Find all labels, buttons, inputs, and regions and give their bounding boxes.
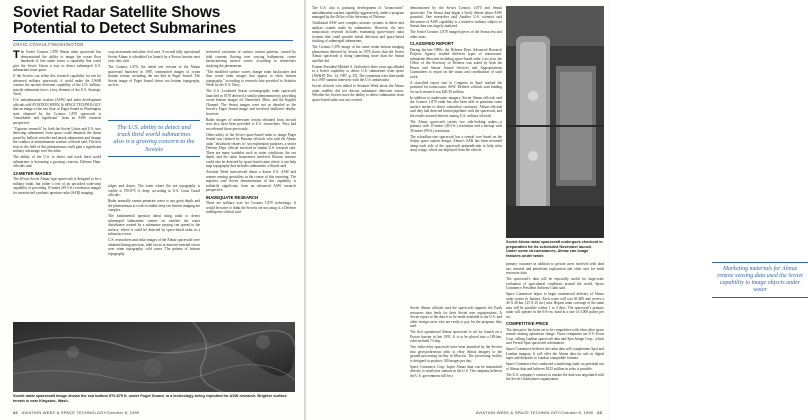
paragraph: The Almaz spacecraft carries two side-looking radars—a primary with 15-meter (49.5-ft.) resolution and a backup with 30-meter (99-ft.) resolution. — [410, 119, 502, 133]
paragraph: "The modified surface waves change radar backscatter and thus create radar images that appear to show bottom topography," according to research data provided to Aviation Week by the U.S. Navy. — [206, 69, 296, 87]
paragraph: The U.S. company's contract to market the data was negotiated with the Soviet Glavkosmos organization. — [506, 372, 604, 381]
paragraph: Radar normally cannot penetrate water to any great depth, and the phenomenon at work to enable deep sea bottom imaging are complex. — [108, 199, 200, 212]
paragraph: "Vigorous research" by both the Soviet Union and U.S. into detecting submarines from space could diminish the threat posed by ballistic missiles and attack submarines and change the conduct of antisubmarine warfare, officials said. The first tests in the field of this phenomenon could gain a significant military advantage over the other. — [13, 126, 101, 153]
paragraph: crop assessment and other civil uses. A second fully operational Soviet Almaz is scheduled for launch by a Proton booster next year, they said. — [108, 50, 200, 63]
paragraph: U.S. researchers and radar images of the Almaz spacecraft were obtained during previous, tidal forces or massive internal waves over some topography, cold water. The pattern of bottom topography. — [108, 238, 200, 256]
paragraph: In addition to underwater imagery, Soviet Almaz officials said the Cosmos 1,870 radar has also been able to penetrate some surface terrain to detect subsurface structures. Almaz officials said they had detected buried pipelines with the spacecraft, and the results aroused interest among U.S. military officials. — [410, 95, 502, 118]
article-headline: Soviet Radar Satellite Shows Potential to Detect Submarines — [13, 4, 237, 37]
paragraph: The Cosmos 1,870, the initial test version of the Almaz spacecraft launched in 1987, transmitted images of ocean bottom terrain, including the sea bed in Puget Sound. The Soviet image of Puget Sound shows sea bottom topography, such as — [108, 65, 200, 87]
publication-name: AVIATION WEEK & SPACE TECHNOLOGY/October 8, 1990 — [475, 410, 594, 415]
paragraph: Soviet Almaz officials said the spacecraft supports the Earth resources data feeds for their Soviet user organizations. A Soviet report of the data is to be made available to the U.S. and other foreign users who are ready to pay for the program, they said. — [410, 306, 502, 328]
page-footer-left — [13, 410, 139, 415]
paragraph: The fundamental question about using radar to detect submerged submarines centers on whether the water disturbance created by a submarine passing can spread to the surface, where it could be detected by space-based radar as a subsurface trace. — [108, 214, 200, 236]
paragraph: Space Commerce has conducted a marketing study on potential use of Almaz data and believes $125 million in sales is possible. — [506, 362, 604, 371]
paragraph: A classified report sent to Congress in April tracked the potential for nonacoustic ASW. Defense officials said funding for such research was $20-30 million. — [410, 80, 502, 94]
paragraph: The first operational Almaz spacecraft is set for launch on a Proton booster in late 1991. It is to be placed into a 185-km. orbit inclined 73 deg. — [410, 330, 502, 343]
paragraph: Two radio-relay spacecraft have been launched by the Soviets into geosynchronous orbit to relay Almaz imagery to the ground processing facility in Moscow. The processing facility is designed to produce 100 images per day. — [410, 345, 502, 363]
paragraph: Traditional ASW uses complex acoustic systems to detect and analyze sounds made by submarines. However, the new nonacoustic research includes examining space-based radar systems that could provide initial detection and space-based tracking of submerged submarines. — [312, 21, 404, 43]
text-column-4 — [312, 6, 404, 398]
paragraph: primary customer in addition to private users involved with land use, mineral and petroleum exploration and other uses for earth resources data. — [506, 262, 604, 275]
paragraph: demonstrated by the Soviet Cosmos 1,870 and Seasat spacecraft. The Seasat data began a lively debate about ASW potential. One researcher said Another U.S. scientist said discussion of ASW capability is a sensitive military subject so Seasat data was largely analyzed. — [410, 6, 502, 28]
paragraph: The 20-ton Soviet Almaz type spacecraft is designed to be a military radar, but rather a test of an uncooled wide-strip capability of providing 15-meter (49.5-ft.) resolution images for unrestricted synthetic aperture radar (SAR) imaging. — [13, 177, 101, 195]
intro-paragraph: The Soviet Cosmos 1,870 Almaz radar spacecraft has demonstrated the ability to image the ocean floor hundreds of feet under water, a capability that could give the Soviet Union a way to detect submerged U.S. submarines from space. — [13, 49, 101, 72]
paragraph: Other utility of the Soviet space-based radar to image Puget Sound was claimed by Russian officials who said the Almaz radar "absolutely relates to" sea exploration purposes, a senior Defense Dept. official involved in similar U.S. research said. There are many variables such as water conditions, the sea depth, and the radar frequencies involved. Bottom features could also be detected by space-based radar where it can help map topography that includes submarines, officials said. — [206, 132, 296, 168]
subheading: CLASSIFIED REPORT — [410, 41, 454, 46]
page-footer-right — [476, 410, 602, 415]
paragraph: Space Commerce believes the radar data will complement Spot and Landsat imagery. It will offer the Almaz data for sale in digital tapes and diskettes or Landsat compatible formats. — [506, 347, 604, 360]
dropcap: T — [13, 49, 20, 61]
almaz-spacecraft-photo — [506, 6, 604, 238]
paragraph: There are military uses for Cosmos 1,870 technology. It would be naive to think the Soviets are not using it, a Defense intelligence official said. — [206, 201, 296, 214]
text-column-2-top — [108, 50, 200, 118]
article-byline: CRAIG COVAULT/WASHINGTON — [13, 42, 84, 47]
text-column-3 — [206, 50, 296, 318]
paragraph: Former President Mikhail S. Gorbachev three years ago alluded to a Soviet capability to detect U.S. submarines from space (AW&ST Dec. 14, 1987, p. 35). The comments were then made in a 1987 summit interview with the U.S. ambassador. — [312, 64, 404, 82]
paragraph: ridges and slopes. The water where the sea topography is visible is 570-875 ft. deep, according to U.S. Coast Guard officials. — [108, 184, 200, 197]
paragraph: The schoolbus-size spacecraft has a central core based on the Salyut space station design. Almaz's SAR has been mounted along each side of the spacecraft perpendicular to help solar array wings, which are deployed from the vehicle. — [410, 134, 502, 152]
paragraph: During the late 1980s, the Defense Dept. Advanced Research Projects Agency studied different types of nonacoustic submarine detection including space-based radar. Last year, the Office of the Secretary of Defense was asked by both the House and Senate Armed Services and Appropriations Committees to report on the status and coordination of such work. — [410, 47, 502, 79]
paragraph: The ability of the U.S. to detect and track third world submarines is becoming a growing concern, Defense Dept. officials said. — [13, 155, 101, 168]
paragraph: Space Commerce hopes to begin commercial delivery of Almaz radar scenes in January. Each scene will cost $1,600 and covers a 40 X 40 km. (25 X 25 mi.) area. Repeat radar coverage of the same area will be possible within 1 to 3 days. The spacecraft's primary radar will operate in the 9.6-cm. band at a rate of 3,000 pulses per sec. — [506, 292, 604, 319]
paragraph: terrestrial variations of surface current patterns, caused by tidal currents flowing over varying bathymetry, create backscattering surface waves, according to researchers studying the phenomena. — [206, 50, 296, 68]
paragraph: The U.S. Lockheed Seasat oceanographic radar spacecraft launched in 1978 detected a similar phenomenon by providing ocean bottom images off Nantucket, Mass. and the English Channel. The Seasat images were not as detailed as the Soviet's Puget Sound image and involved shallower depths, however. — [206, 89, 296, 116]
paragraph: The U.S. also is pursuing development of "nonacoustic" antisubmarine warfare capability aggressively, under a program managed by the Office of the Secretary of Defense. — [312, 6, 404, 19]
paragraph: The spacecraft's data will be especially useful for large-scale evaluation of agricultural conditions around the world, Space Commerce President Anthony Clark said. — [506, 277, 604, 290]
left-page — [0, 0, 304, 420]
paragraph: Aviation Week interviewed about a dozen U.S. ASW and remote sensing specialists in the course of this reporting. The majority said Soviet demonstration of this capability is militarily significant, from an advanced ASW research perspective. — [206, 170, 296, 192]
text-column-6 — [410, 306, 502, 398]
paragraph: Space Commerce Corp. hopes Almaz data can be transmitted directly to small user stations in the U.S. The company believes the U.S. government will be a — [410, 364, 502, 378]
paragraph: The Soviet Cosmos 1,870 imaged pieces of the Seasat test and other areas. — [410, 30, 502, 39]
text-column-7 — [506, 262, 604, 398]
publication-name: AVIATION WEEK & SPACE TECHNOLOGY/October 8, 1990 — [21, 410, 140, 415]
photo-caption: Soviet radar spacecraft image shows the sea bottom 570-875 ft. under Puget Sound, in a technology being exploited for ASW research. Brighter surface terrain is near Kingston, Wash. — [13, 394, 287, 403]
paragraph: U.S. antisubmarine warfare (ASW) and radar development officials told AVIATION WEEK & SPACE TECHNOLOGY that an image of the sea floor of Puget Sound in Washington state obtained by the Cosmos 1,870 spacecraft is "remarkable and significant" from an ASW research perspective. — [13, 98, 101, 125]
subheading: COMPETITIVE PRICE — [506, 321, 549, 326]
text-column-1 — [13, 50, 101, 318]
paragraph: If the Soviets can refine this research capability for use by advanced military spacecraft, it could make the USSR counter the nuclear deterrent capability of the U.S. ballistic missile submarine force, a key element of the U.S. Strategic Triad. — [13, 74, 101, 96]
paragraph: Radar images of underwater terrain obtained from aircraft tests also have been provided to U.S. researchers. They had not released those previously. — [206, 117, 296, 131]
sea-floor-radar-image — [13, 322, 295, 392]
subheading: 13-METER IMAGES — [13, 170, 52, 176]
pull-quote: The U.S. ability to detect and track third world submarines also is a growing concern to the Soviets — [108, 120, 200, 157]
paragraph: The Cosmos 1,870 image of the same ocean bottom imaging phenomena detected by Seasat in 1978 shows that the Soviet Almaz spacecraft is doing something more than the Seasat satellite did. — [312, 45, 404, 63]
paragraph: The data price has been set to be competitive with what other space remote sensing operations charge. Those companies are U.S. Eosat Corp. selling Landsat spacecraft data and Spot Image Corp., which uses French Spot spacecraft information. — [506, 327, 604, 345]
paragraph: Soviet officials who talked to Aviation Week about the Almaz radar satellite did not discuss submarine detection issues. Whether the Soviets have the ability to detect submarines from space-based radar was not covered. — [312, 84, 404, 102]
photo-caption: Soviet Almaz radar spacecraft undergoes checkout in preparation for its scheduled November launch. Under some circumstances, Almaz can image features under water. — [506, 240, 603, 258]
page-number: 23 — [597, 410, 602, 415]
page-number: 22 — [13, 410, 18, 415]
subheading: INADEQUATE RESEARCH — [206, 194, 259, 200]
headline-rule — [13, 40, 293, 41]
text-column-2-bottom — [108, 184, 200, 318]
pull-quote: Marketing materials for Almaz remote sensing data used the Soviet capability to image objects under water — [712, 262, 808, 298]
